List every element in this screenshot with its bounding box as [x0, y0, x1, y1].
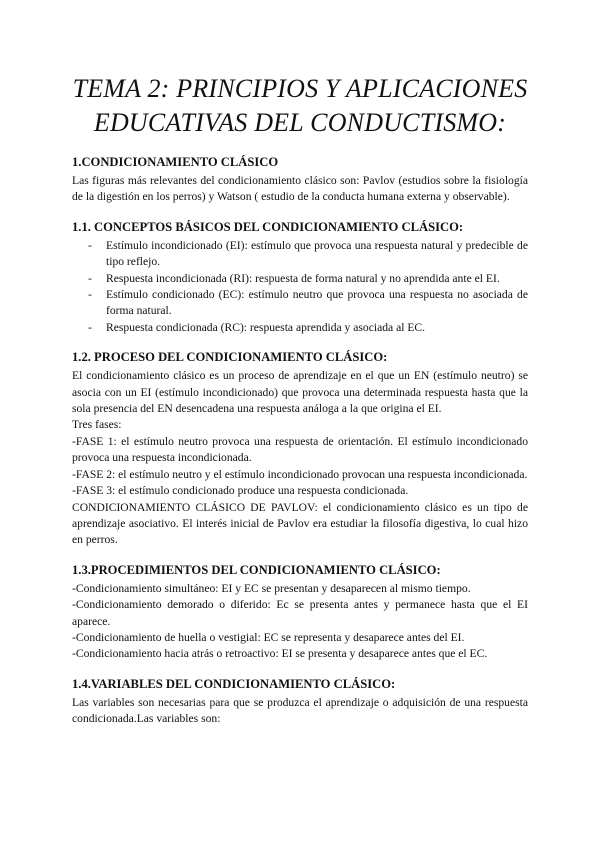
paragraph: -Condicionamiento demorado o diferido: Ec se presenta antes y permanece hasta que el EI aparece. — [72, 598, 528, 628]
paragraph: -FASE 2: el estímulo neutro y el estímulo incondicionado provocan una respuesta incondicionada. — [72, 467, 528, 481]
section-heading: 1.2. PROCESO DEL CONDICIONAMIENTO CLÁSICO: — [72, 350, 388, 365]
paragraph: -FASE 3: el estímulo condicionado produce una respuesta condicionada. — [72, 484, 409, 498]
title-line-1: TEMA 2: PRINCIPIOS Y APLICACIONES — [72, 74, 528, 103]
paragraph: El condicionamiento clásico es un proceso de aprendizaje en el que un EN (estímulo neutro) se asocia con un EI (estímulo incondicionado) que provoca una determinada respuesta hasta que la sola presencia del EN desencadena una respuesta análoga a la que origina el EI. — [72, 369, 528, 416]
paragraph: -Condicionamiento hacia atrás o retroactivo: EI se presenta y desaparece antes que el EC. — [72, 647, 488, 661]
list-item: - Respuesta condicionada (RC): respuesta aprendida y asociada al EC. — [88, 320, 528, 336]
section-proceso — [72, 349, 528, 548]
title-line-2: EDUCATIVAS DEL CONDUCTISMO: — [93, 108, 507, 137]
list-item: - Estímulo condicionado (EC): estímulo neutro que provoca una respuesta no asociada de forma natural. — [88, 287, 528, 320]
paragraph: -Condicionamiento simultáneo: EI y EC se presentan y desaparecen al mismo tiempo. — [72, 581, 471, 595]
section-heading: 1.CONDICIONAMIENTO CLÁSICO — [72, 155, 279, 169]
paragraph: CONDICIONAMIENTO CLÁSICO DE PAVLOV: el condicionamiento clásico es un tipo de aprendizaje asociativo. El interés inicial de Pavlov era estudiar la filosofía digestiva, lo cual hizo en perros. — [72, 500, 528, 547]
document-body — [72, 154, 528, 728]
section-conceptos-basicos — [72, 219, 528, 336]
list-item: - Estímulo incondicionado (EI): estímulo que provoca una respuesta natural y predecible de tipo reflejo. — [88, 238, 528, 271]
list-item: - Respuesta incondicionada (RI): respuesta de forma natural y no aprendida ante el EI. — [88, 271, 528, 287]
paragraph: Tres fases: — [72, 418, 122, 432]
concept-list — [72, 238, 528, 336]
section-variables — [72, 676, 528, 728]
paragraph: -FASE 1: el estímulo neutro provoca una respuesta de orientación. El estímulo incondicionado provoca una respuesta incondicionada. — [72, 434, 528, 465]
section-heading: 1.1. CONCEPTOS BÁSICOS DEL CONDICIONAMIENTO CLÁSICO: — [72, 219, 464, 234]
section-condicionamiento-clasico — [72, 154, 528, 206]
document-title — [40, 72, 560, 140]
paragraph: -Condicionamiento de huella o vestigial: EC se representa y desaparece antes del EI. — [72, 630, 465, 644]
section-procedimientos — [72, 562, 528, 663]
paragraph: Las variables son necesarias para que se produzca el aprendizaje o adquisición de una respuesta condicionada.Las variables son: — [72, 695, 528, 726]
section-heading: 1.3.PROCEDIMIENTOS DEL CONDICIONAMIENTO CLÁSICO: — [72, 562, 441, 577]
section-heading: 1.4.VARIABLES DEL CONDICIONAMIENTO CLÁSICO: — [72, 676, 396, 691]
paragraph: Las figuras más relevantes del condicionamiento clásico son: Pavlov (estudios sobre la fisiología de la digestión en los perros) y Watson ( estudio de la conducta humana externa y observable). — [72, 174, 528, 204]
